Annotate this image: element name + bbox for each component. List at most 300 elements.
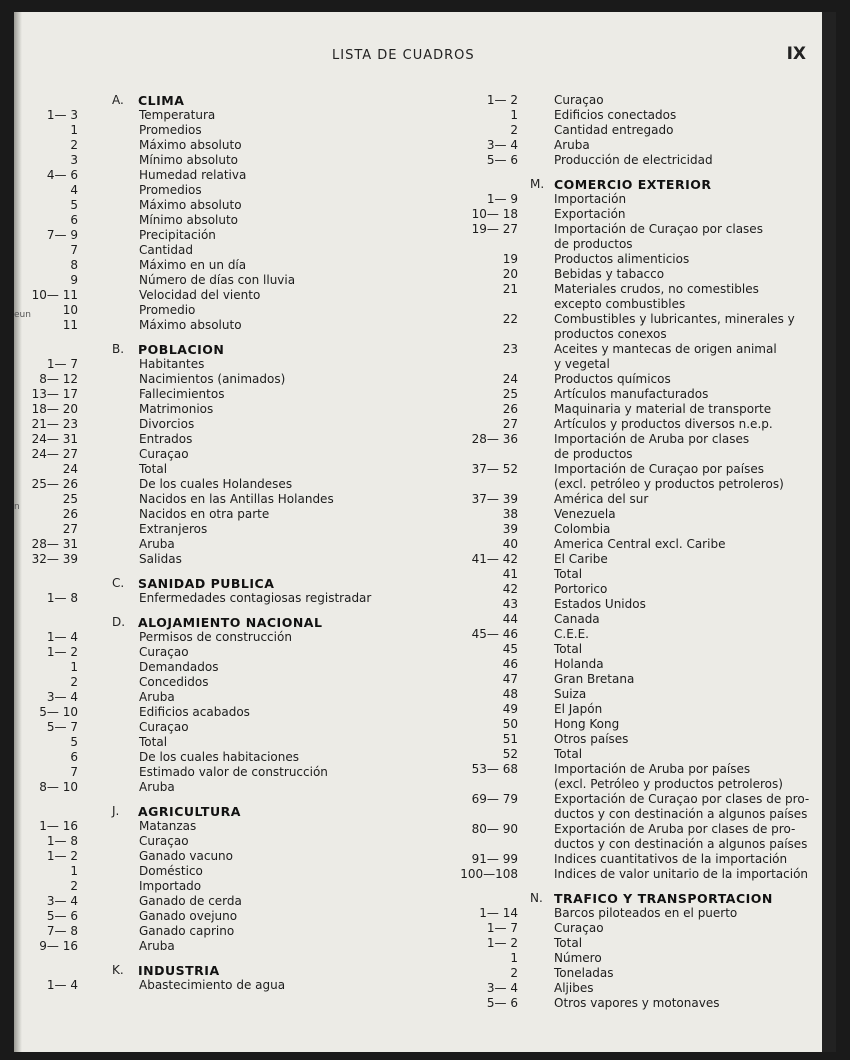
table-entry — [14, 357, 429, 372]
table-title: Nacidos en otra parte — [139, 507, 270, 521]
table-entry — [444, 906, 824, 921]
table-entry — [14, 705, 429, 720]
table-number: 3 — [70, 153, 78, 167]
section-heading — [444, 891, 824, 906]
table-title: America Central excl. Caribe — [554, 537, 726, 551]
table-entry — [444, 672, 824, 687]
table-title: Curaçao — [554, 921, 604, 935]
left-column — [14, 93, 429, 993]
table-entry — [14, 183, 429, 198]
table-entry — [14, 168, 429, 183]
table-title: Velocidad del viento — [139, 288, 261, 302]
table-title: excepto combustibles — [554, 297, 686, 311]
table-title: Gran Bretana — [554, 672, 635, 686]
table-number: 100—108 — [460, 867, 518, 881]
table-number: 24 — [502, 372, 518, 386]
table-title: Ganado vacuno — [139, 849, 233, 863]
section-heading — [14, 342, 429, 357]
section-letter: J. — [112, 804, 120, 818]
table-number: 43 — [502, 597, 518, 611]
table-number: 45— 46 — [471, 627, 518, 641]
table-title: Ganado de cerda — [139, 894, 242, 908]
table-entry — [14, 978, 429, 993]
table-number: 4— 6 — [46, 168, 78, 182]
table-title: Curaçao — [554, 93, 604, 107]
table-entry — [444, 282, 824, 297]
table-number: 5— 6 — [486, 996, 518, 1010]
table-title: ductos y con destinación a algunos países — [554, 807, 808, 821]
table-entry — [14, 318, 429, 333]
table-entry — [444, 936, 824, 951]
table-entry — [444, 123, 824, 138]
table-number: 42 — [502, 582, 518, 596]
table-number: 1— 2 — [486, 93, 518, 107]
table-title: C.E.E. — [554, 627, 589, 641]
table-title: Promedios — [139, 183, 202, 197]
table-entry — [14, 153, 429, 168]
table-entry — [444, 462, 824, 477]
table-number: 27 — [502, 417, 518, 431]
table-title: Demandados — [139, 660, 219, 674]
table-entry — [444, 792, 824, 807]
table-title: Aruba — [554, 138, 590, 152]
table-title: El Caribe — [554, 552, 608, 566]
table-title: Holanda — [554, 657, 604, 671]
table-number: 18— 20 — [31, 402, 78, 416]
table-entry — [444, 921, 824, 936]
table-title: Materiales crudos, no comestibles — [554, 282, 759, 296]
table-title: Indices cuantitativos de la importación — [554, 852, 788, 866]
table-entry — [444, 702, 824, 717]
table-entry — [14, 462, 429, 477]
table-entry — [14, 750, 429, 765]
table-entry — [444, 477, 824, 492]
table-number: 26 — [502, 402, 518, 416]
table-number: 1— 2 — [486, 936, 518, 950]
table-entry — [444, 417, 824, 432]
table-title: Colombia — [554, 522, 611, 536]
table-entry — [14, 243, 429, 258]
section-letter: N. — [530, 891, 543, 905]
table-entry — [14, 387, 429, 402]
table-number: 28— 36 — [471, 432, 518, 446]
table-entry — [14, 645, 429, 660]
table-entry — [444, 582, 824, 597]
table-title: Productos alimenticios — [554, 252, 690, 266]
section-heading — [14, 576, 429, 591]
table-title: Venezuela — [554, 507, 616, 521]
table-title: Máximo absoluto — [139, 318, 242, 332]
table-entry — [444, 222, 824, 237]
table-entry — [14, 273, 429, 288]
table-title: Número de días con lluvia — [139, 273, 296, 287]
table-title: Exportación de Aruba por clases de pro- — [554, 822, 796, 836]
table-entry — [444, 537, 824, 552]
table-entry — [444, 297, 824, 312]
table-number: 9 — [70, 273, 78, 287]
table-number: 50 — [502, 717, 518, 731]
table-entry — [444, 387, 824, 402]
table-title: Artículos manufacturados — [554, 387, 709, 401]
table-title: Curaçao — [139, 447, 189, 461]
table-title: Edificios conectados — [554, 108, 677, 122]
table-entry — [444, 642, 824, 657]
table-title: América del sur — [554, 492, 649, 506]
table-number: 9— 16 — [39, 939, 78, 953]
page-number: IX — [786, 44, 806, 64]
section-title: INDUSTRIA — [138, 963, 220, 978]
table-entry — [14, 447, 429, 462]
table-entry — [14, 258, 429, 273]
table-title: (excl. petróleo y productos petroleros) — [554, 477, 784, 491]
table-title: Artículos y productos diversos n.e.p. — [554, 417, 773, 431]
table-entry — [444, 612, 824, 627]
table-number: 49 — [502, 702, 518, 716]
table-number: 7— 8 — [46, 924, 78, 938]
table-number: 38 — [502, 507, 518, 521]
table-entry — [14, 735, 429, 750]
table-entry — [444, 981, 824, 996]
table-entry — [444, 432, 824, 447]
table-entry — [444, 153, 824, 168]
page-header — [14, 42, 836, 66]
table-title: Precipitación — [139, 228, 216, 242]
book-page — [14, 12, 836, 1052]
table-number: 2 — [70, 675, 78, 689]
table-title: (excl. Petróleo y productos petroleros) — [554, 777, 783, 791]
table-number: 1 — [70, 864, 78, 878]
table-entry — [14, 675, 429, 690]
table-title: Ganado ovejuno — [139, 909, 238, 923]
table-number: 32— 39 — [31, 552, 78, 566]
table-title: Exportación de Curaçao por clases de pro- — [554, 792, 810, 806]
table-entry — [444, 108, 824, 123]
table-number: 5— 6 — [486, 153, 518, 167]
table-title: Aruba — [139, 780, 175, 794]
table-number: 1— 8 — [46, 591, 78, 605]
table-title: Cantidad entregado — [554, 123, 674, 137]
table-entry — [14, 909, 429, 924]
section-heading — [14, 804, 429, 819]
table-entry — [444, 762, 824, 777]
table-number: 1— 9 — [486, 192, 518, 206]
table-number: 2 — [510, 123, 518, 137]
table-entry — [444, 822, 824, 837]
table-title: Importación de Curaçao por países — [554, 462, 764, 476]
table-number: 47 — [502, 672, 518, 686]
table-title: Humedad relativa — [139, 168, 247, 182]
table-title: Número — [554, 951, 602, 965]
table-entry — [14, 537, 429, 552]
table-number: 5 — [70, 735, 78, 749]
table-entry — [444, 687, 824, 702]
table-title: Aruba — [139, 690, 175, 704]
table-entry — [14, 138, 429, 153]
table-title: Importación de Aruba por clases — [554, 432, 750, 446]
table-title: De los cuales habitaciones — [139, 750, 300, 764]
table-entry — [444, 492, 824, 507]
table-number: 10— 11 — [31, 288, 78, 302]
table-number: 45 — [502, 642, 518, 656]
table-entry — [444, 402, 824, 417]
table-entry — [14, 228, 429, 243]
table-number: 1— 4 — [46, 630, 78, 644]
table-title: Importación — [554, 192, 627, 206]
table-entry — [14, 432, 429, 447]
table-entry — [14, 198, 429, 213]
table-title: Hong Kong — [554, 717, 620, 731]
table-entry — [444, 357, 824, 372]
table-number: 4 — [70, 183, 78, 197]
section-heading — [14, 963, 429, 978]
section-title: AGRICULTURA — [138, 804, 241, 819]
table-number: 1— 4 — [46, 978, 78, 992]
table-entry — [444, 867, 824, 882]
table-title: Promedios — [139, 123, 202, 137]
table-title: Bebidas y tabacco — [554, 267, 665, 281]
table-title: Combustibles y lubricantes, minerales y — [554, 312, 795, 326]
table-title: Curaçao — [139, 834, 189, 848]
table-number: 41— 42 — [471, 552, 518, 566]
table-title: Nacidos en las Antillas Holandes — [139, 492, 334, 506]
table-entry — [14, 108, 429, 123]
table-number: 1 — [70, 123, 78, 137]
table-number: 21 — [502, 282, 518, 296]
table-title: y vegetal — [554, 357, 610, 371]
table-title: Matanzas — [139, 819, 197, 833]
table-number: 2 — [70, 879, 78, 893]
table-title: Máximo absoluto — [139, 138, 242, 152]
table-entry — [14, 894, 429, 909]
table-title: Canada — [554, 612, 600, 626]
table-entry — [444, 996, 824, 1011]
table-entry — [444, 342, 824, 357]
table-entry — [444, 951, 824, 966]
table-title: Maquinaria y material de transporte — [554, 402, 772, 416]
table-title: Importación de Curaçao por clases — [554, 222, 763, 236]
table-number: 27 — [62, 522, 78, 536]
margin-fragment: eun — [14, 310, 31, 320]
table-number: 21— 23 — [31, 417, 78, 431]
table-number: 5 — [70, 198, 78, 212]
table-entry — [444, 192, 824, 207]
section-letter: C. — [112, 576, 125, 590]
table-number: 1 — [510, 951, 518, 965]
table-number: 3— 4 — [486, 981, 518, 995]
table-number: 53— 68 — [471, 762, 518, 776]
table-entry — [444, 252, 824, 267]
section-heading — [14, 93, 429, 108]
table-entry — [14, 507, 429, 522]
table-number: 25— 26 — [31, 477, 78, 491]
section-letter: D. — [112, 615, 126, 629]
table-number: 28— 31 — [31, 537, 78, 551]
table-number: 3— 4 — [46, 690, 78, 704]
table-number: 2 — [510, 966, 518, 980]
section-title: CLIMA — [138, 93, 185, 108]
table-number: 1— 8 — [46, 834, 78, 848]
table-entry — [444, 717, 824, 732]
table-title: Barcos piloteados en el puerto — [554, 906, 738, 920]
table-number: 11 — [62, 318, 78, 332]
table-entry — [14, 522, 429, 537]
table-number: 7 — [70, 243, 78, 257]
table-title: Aruba — [139, 537, 175, 551]
table-title: Estimado valor de construcción — [139, 765, 328, 779]
table-entry — [14, 834, 429, 849]
table-entry — [444, 852, 824, 867]
table-entry — [444, 237, 824, 252]
table-entry — [444, 507, 824, 522]
table-entry — [14, 288, 429, 303]
table-number: 23 — [502, 342, 518, 356]
table-number: 8 — [70, 258, 78, 272]
table-title: Producción de electricidad — [554, 153, 713, 167]
table-entry — [444, 747, 824, 762]
table-entry — [14, 213, 429, 228]
table-number: 39 — [502, 522, 518, 536]
right-column — [444, 93, 824, 1011]
table-title: Enfermedades contagiosas registradar — [139, 591, 372, 605]
table-title: Concedidos — [139, 675, 209, 689]
table-number: 7— 9 — [46, 228, 78, 242]
table-title: Total — [554, 567, 583, 581]
table-number: 1— 3 — [46, 108, 78, 122]
table-entry — [444, 732, 824, 747]
table-title: Portorico — [554, 582, 608, 596]
table-entry — [14, 372, 429, 387]
table-title: Habitantes — [139, 357, 205, 371]
table-number: 1 — [70, 660, 78, 674]
table-title: Mínimo absoluto — [139, 153, 239, 167]
table-number: 10— 18 — [471, 207, 518, 221]
table-number: 1— 7 — [46, 357, 78, 371]
table-title: Abastecimiento de agua — [139, 978, 286, 992]
table-number: 3— 4 — [46, 894, 78, 908]
table-entry — [444, 597, 824, 612]
table-entry — [444, 93, 824, 108]
table-title: Extranjeros — [139, 522, 208, 536]
table-title: Entrados — [139, 432, 193, 446]
table-number: 13— 17 — [31, 387, 78, 401]
table-number: 1— 14 — [479, 906, 518, 920]
table-entry — [444, 966, 824, 981]
table-number: 46 — [502, 657, 518, 671]
table-title: Fallecimientos — [139, 387, 225, 401]
table-number: 52 — [502, 747, 518, 761]
table-number: 19 — [502, 252, 518, 266]
table-number: 44 — [502, 612, 518, 626]
page-edge — [822, 12, 836, 1052]
table-title: de productos — [554, 447, 633, 461]
table-entry — [14, 477, 429, 492]
table-title: Otros vapores y motonaves — [554, 996, 720, 1010]
table-entry — [444, 372, 824, 387]
table-number: 24— 27 — [31, 447, 78, 461]
table-title: Importado — [139, 879, 202, 893]
table-title: Exportación — [554, 207, 626, 221]
table-entry — [14, 660, 429, 675]
table-number: 1 — [510, 108, 518, 122]
table-number: 41 — [502, 567, 518, 581]
table-entry — [444, 138, 824, 153]
page-title: LISTA DE CUADROS — [332, 48, 475, 63]
section-letter: M. — [530, 177, 545, 191]
table-title: Permisos de construcción — [139, 630, 292, 644]
table-entry — [14, 924, 429, 939]
table-entry — [14, 402, 429, 417]
table-entry — [14, 780, 429, 795]
table-number: 91— 99 — [471, 852, 518, 866]
section-heading — [14, 615, 429, 630]
table-number: 1— 2 — [46, 849, 78, 863]
table-number: 8— 10 — [39, 780, 78, 794]
table-title: Curaçao — [139, 645, 189, 659]
table-title: El Japón — [554, 702, 603, 716]
table-entry — [444, 657, 824, 672]
table-title: Matrimonios — [139, 402, 214, 416]
table-title: Total — [554, 642, 583, 656]
table-entry — [14, 864, 429, 879]
table-entry — [444, 522, 824, 537]
table-entry — [14, 492, 429, 507]
table-title: Máximo en un día — [139, 258, 247, 272]
table-entry — [14, 690, 429, 705]
table-entry — [14, 123, 429, 138]
table-number: 1— 7 — [486, 921, 518, 935]
table-entry — [444, 807, 824, 822]
table-number: 3— 4 — [486, 138, 518, 152]
table-title: de productos — [554, 237, 633, 251]
table-title: Estados Unidos — [554, 597, 646, 611]
table-title: Total — [554, 936, 583, 950]
table-entry — [444, 777, 824, 792]
table-number: 26 — [62, 507, 78, 521]
table-title: Aljibes — [554, 981, 594, 995]
table-title: Doméstico — [139, 864, 203, 878]
table-number: 1— 2 — [46, 645, 78, 659]
section-letter: K. — [112, 963, 124, 977]
table-entry — [444, 552, 824, 567]
table-entry — [14, 591, 429, 606]
table-number: 24— 31 — [31, 432, 78, 446]
table-title: Aruba — [139, 939, 175, 953]
table-title: Curaçao — [139, 720, 189, 734]
table-entry — [14, 417, 429, 432]
section-title: ALOJAMIENTO NACIONAL — [138, 615, 323, 630]
table-title: Total — [139, 735, 168, 749]
table-entry — [14, 630, 429, 645]
table-title: Ganado caprino — [139, 924, 235, 938]
table-entry — [14, 819, 429, 834]
table-number: 19— 27 — [471, 222, 518, 236]
table-entry — [444, 627, 824, 642]
table-number: 5— 10 — [39, 705, 78, 719]
table-number: 6 — [70, 750, 78, 764]
table-title: Máximo absoluto — [139, 198, 242, 212]
table-entry — [14, 879, 429, 894]
table-entry — [444, 567, 824, 582]
table-title: Total — [554, 747, 583, 761]
table-title: Mínimo absoluto — [139, 213, 239, 227]
table-number: 5— 6 — [46, 909, 78, 923]
table-title: Aceites y mantecas de origen animal — [554, 342, 777, 356]
table-number: 2 — [70, 138, 78, 152]
table-title: Productos químicos — [554, 372, 671, 386]
table-title: Promedio — [139, 303, 196, 317]
section-title: COMERCIO EXTERIOR — [554, 177, 712, 192]
table-number: 6 — [70, 213, 78, 227]
